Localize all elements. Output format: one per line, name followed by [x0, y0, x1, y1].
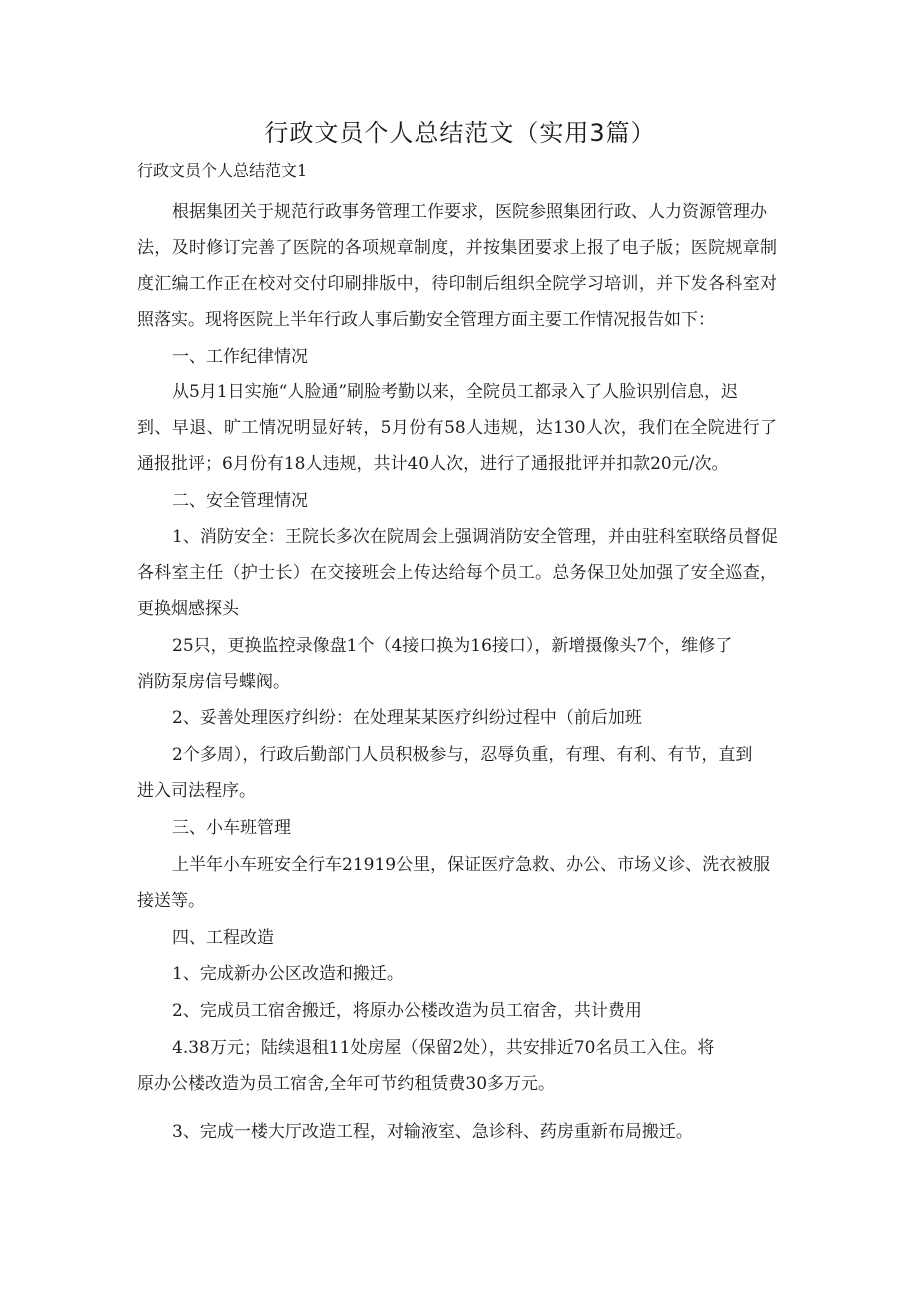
paragraph-line: 接送等。: [137, 891, 205, 911]
paragraph-line: 照落实。现将医院上半年行政人事后勤安全管理方面主要工作情况报告如下：: [137, 310, 715, 330]
paragraph-line: 进入司法程序。: [137, 781, 256, 801]
paragraph-line: 通报批评；6月份有18人违规，共计40人次，进行了通报批评并扣款20元/次。: [137, 454, 729, 474]
paragraph-line: 根据集团关于规范行政事务管理工作要求，医院参照集团行政、人力资源管理办: [172, 202, 767, 222]
paragraph-line: 到、早退、旷工情况明显好转，5月份有58人违规，达130人次，我们在全院进行了: [137, 418, 777, 438]
paragraph-line: 2个多周），行政后勤部门人员积极参与，忍辱负重，有理、有利、有节，直到: [172, 745, 753, 765]
section-heading: 三、小车班管理: [172, 818, 291, 838]
paragraph-line: 3、完成一楼大厅改造工程，对输液室、急诊科、药房重新布局搬迁。: [172, 1122, 693, 1142]
paragraph-line: 度汇编工作正在校对交付印刷排版中，待印制后组织全院学习培训，并下发各科室对: [137, 274, 777, 294]
section-heading: 二、安全管理情况: [172, 491, 308, 511]
paragraph-line: 1、完成新办公区改造和搬迁。: [172, 964, 404, 984]
paragraph-line: 4.38万元；陆续退租11处房屋（保留2处），共安排近70名员工入住。将: [172, 1038, 715, 1058]
document-title: 行政文员个人总结范文（实用3篇）: [264, 119, 656, 147]
section-heading: 一、工作纪律情况: [172, 347, 308, 367]
paragraph-line: 各科室主任（护士长）在交接班会上传达给每个员工。总务保卫处加强了安全巡查，: [137, 563, 777, 583]
paragraph-line: 1、消防安全：王院长多次在院周会上强调消防安全管理，并由驻科室联络员督促: [172, 527, 778, 547]
paragraph-line: 原办公楼改造为员工宿舍,全年可节约租赁费30多万元。: [137, 1074, 556, 1094]
section-heading: 四、工程改造: [172, 928, 274, 948]
paragraph-line: 更换烟感探头: [137, 599, 239, 619]
document-subtitle: 行政文员个人总结范文1: [137, 161, 308, 180]
paragraph-line: 法，及时修订完善了医院的各项规章制度，并按集团要求上报了电子版；医院规章制: [137, 238, 777, 258]
paragraph-line: 25只，更换监控录像盘1个（4接口换为16接口），新增摄像头7个，维修了: [172, 636, 733, 656]
paragraph-line: 上半年小车班安全行车21919公里，保证医疗急救、办公、市场义诊、洗衣被服: [172, 855, 771, 875]
paragraph-line: 从5月1日实施“人脸通”刷脸考勤以来，全院员工都录入了人脸识别信息，迟: [172, 382, 739, 402]
paragraph-line: 2、妥善处理医疗纠纷：在处理某某医疗纠纷过程中（前后加班: [172, 708, 642, 728]
paragraph-line: 消防泵房信号蝶阀。: [137, 672, 290, 692]
paragraph-line: 2、完成员工宿舍搬迁，将原办公楼改造为员工宿舍，共计费用: [172, 1001, 642, 1021]
